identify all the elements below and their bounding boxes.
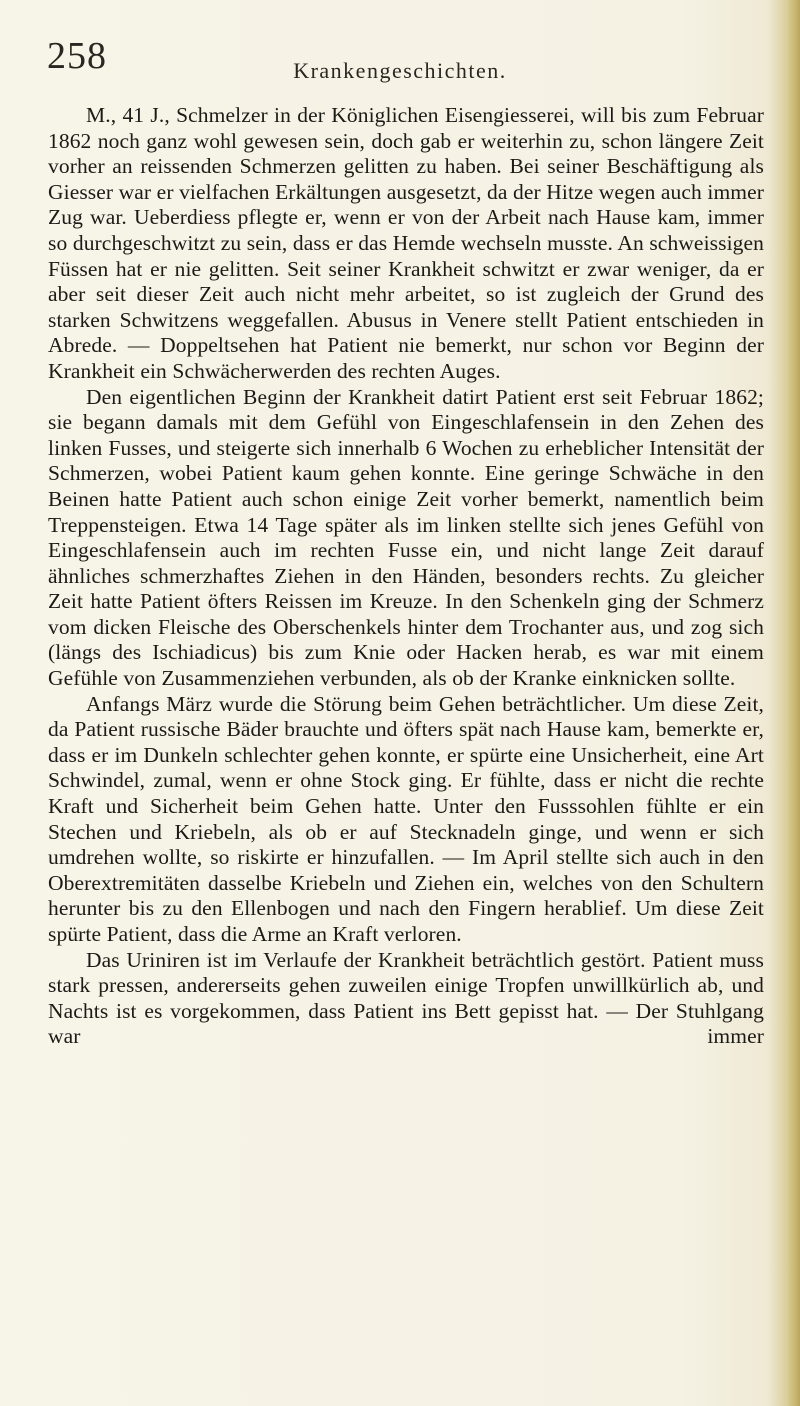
paragraph-3: Anfangs März wurde die Störung beim Gehen beträchtlicher. Um diese Zeit, da Patient russische Bäder brauchte und öfters spät nach Hause kam, bemerkte er, dass er im Dunkeln schlechter gehen konnte, er spürte eine Unsicherheit, eine Art Schwindel, zumal, wenn er ohne Stock ging. Er fühlte, dass er nicht die rechte Kraft und Sicherheit beim Gehen hatte. Unter den Fusssohlen fühlte er ein Stechen und Kriebeln, als ob er auf Stecknadeln ginge, und wenn er sich umdrehen wollte, so riskirte er hinzufallen. — Im April stellte sich auch in den Oberextremitäten dasselbe Kriebeln und Ziehen ein, welches von den Schultern herunter bis zu den Ellenbogen und nach den Fingern herablief. Um diese Zeit spürte Patient, dass die Arme an Kraft verloren.	[48, 691, 764, 946]
paragraph-2: Den eigentlichen Beginn der Krankheit datirt Patient erst seit Februar 1862; sie begann damals mit dem Gefühl von Eingeschlafensein in den Zehen des linken Fusses, und steigerte sich innerhalb 6 Wochen zu erheblicher Intensität der Schmerzen, wobei Patient kaum gehen konnte. Eine geringe Schwäche in den Beinen hatte Patient auch schon einige Zeit vorher bemerkt, namentlich beim Treppensteigen. Etwa 14 Tage später als im linken stellte sich jenes Gefühl von Eingeschlafensein auch im rechten Fusse ein, und nicht lange Zeit darauf ähnliches schmerzhaftes Ziehen in den Händen, besonders rechts. Zu gleicher Zeit hatte Patient öfters Reissen im Kreuze. In den Schenkeln ging der Schmerz vom dicken Fleische des Oberschenkels hinter dem Trochanter aus, und zog sich (längs des Ischiadicus) bis zum Knie oder Hacken herab, es war mit einem Gefühle von Zusammenziehen verbunden, als ob der Kranke einknicken sollte.	[48, 384, 764, 691]
running-head: Krankengeschichten.	[293, 58, 507, 83]
page-edge-shadow	[788, 0, 800, 1406]
page-number: 258	[47, 35, 107, 77]
paragraph-1: M., 41 J., Schmelzer in der Königlichen Eisengiesserei, will bis zum Februar 1862 noch ganz wohl gewesen sein, doch gab er weiterhin zu, schon längere Zeit vorher an reissenden Schmerzen gelitten zu haben. Bei seiner Beschäftigung als Giesser war er vielfachen Erkältungen ausgesetzt, da der Hitze wegen auch immer Zug war. Ueberdiess pflegte er, wenn er von der Arbeit nach Hause kam, immer so durchgeschwitzt zu sein, dass er das Hemde wechseln musste. An schweissigen Füssen hat er nie gelitten. Seit seiner Krankheit schwitzt er zwar weniger, da er aber seit dieser Zeit auch nicht mehr arbeitet, so ist zugleich der Grund des starken Schwitzens weggefallen. Abusus in Venere stellt Patient entschieden in Abrede. — Doppeltsehen hat Patient nie bemerkt, nur schon vor Beginn der Krankheit ein Schwächerwerden des rechten Auges.	[48, 103, 764, 383]
body-text	[48, 103, 764, 1050]
paragraph-4: Das Uriniren ist im Verlaufe der Krankheit beträchtlich gestört. Patient muss stark pressen, andererseits gehen zuweilen einige Tropfen unwillkürlich ab, und Nachts ist es vorgekommen, dass Patient ins Bett gepisst hat. — Der Stuhlgang war immer	[48, 947, 764, 1049]
